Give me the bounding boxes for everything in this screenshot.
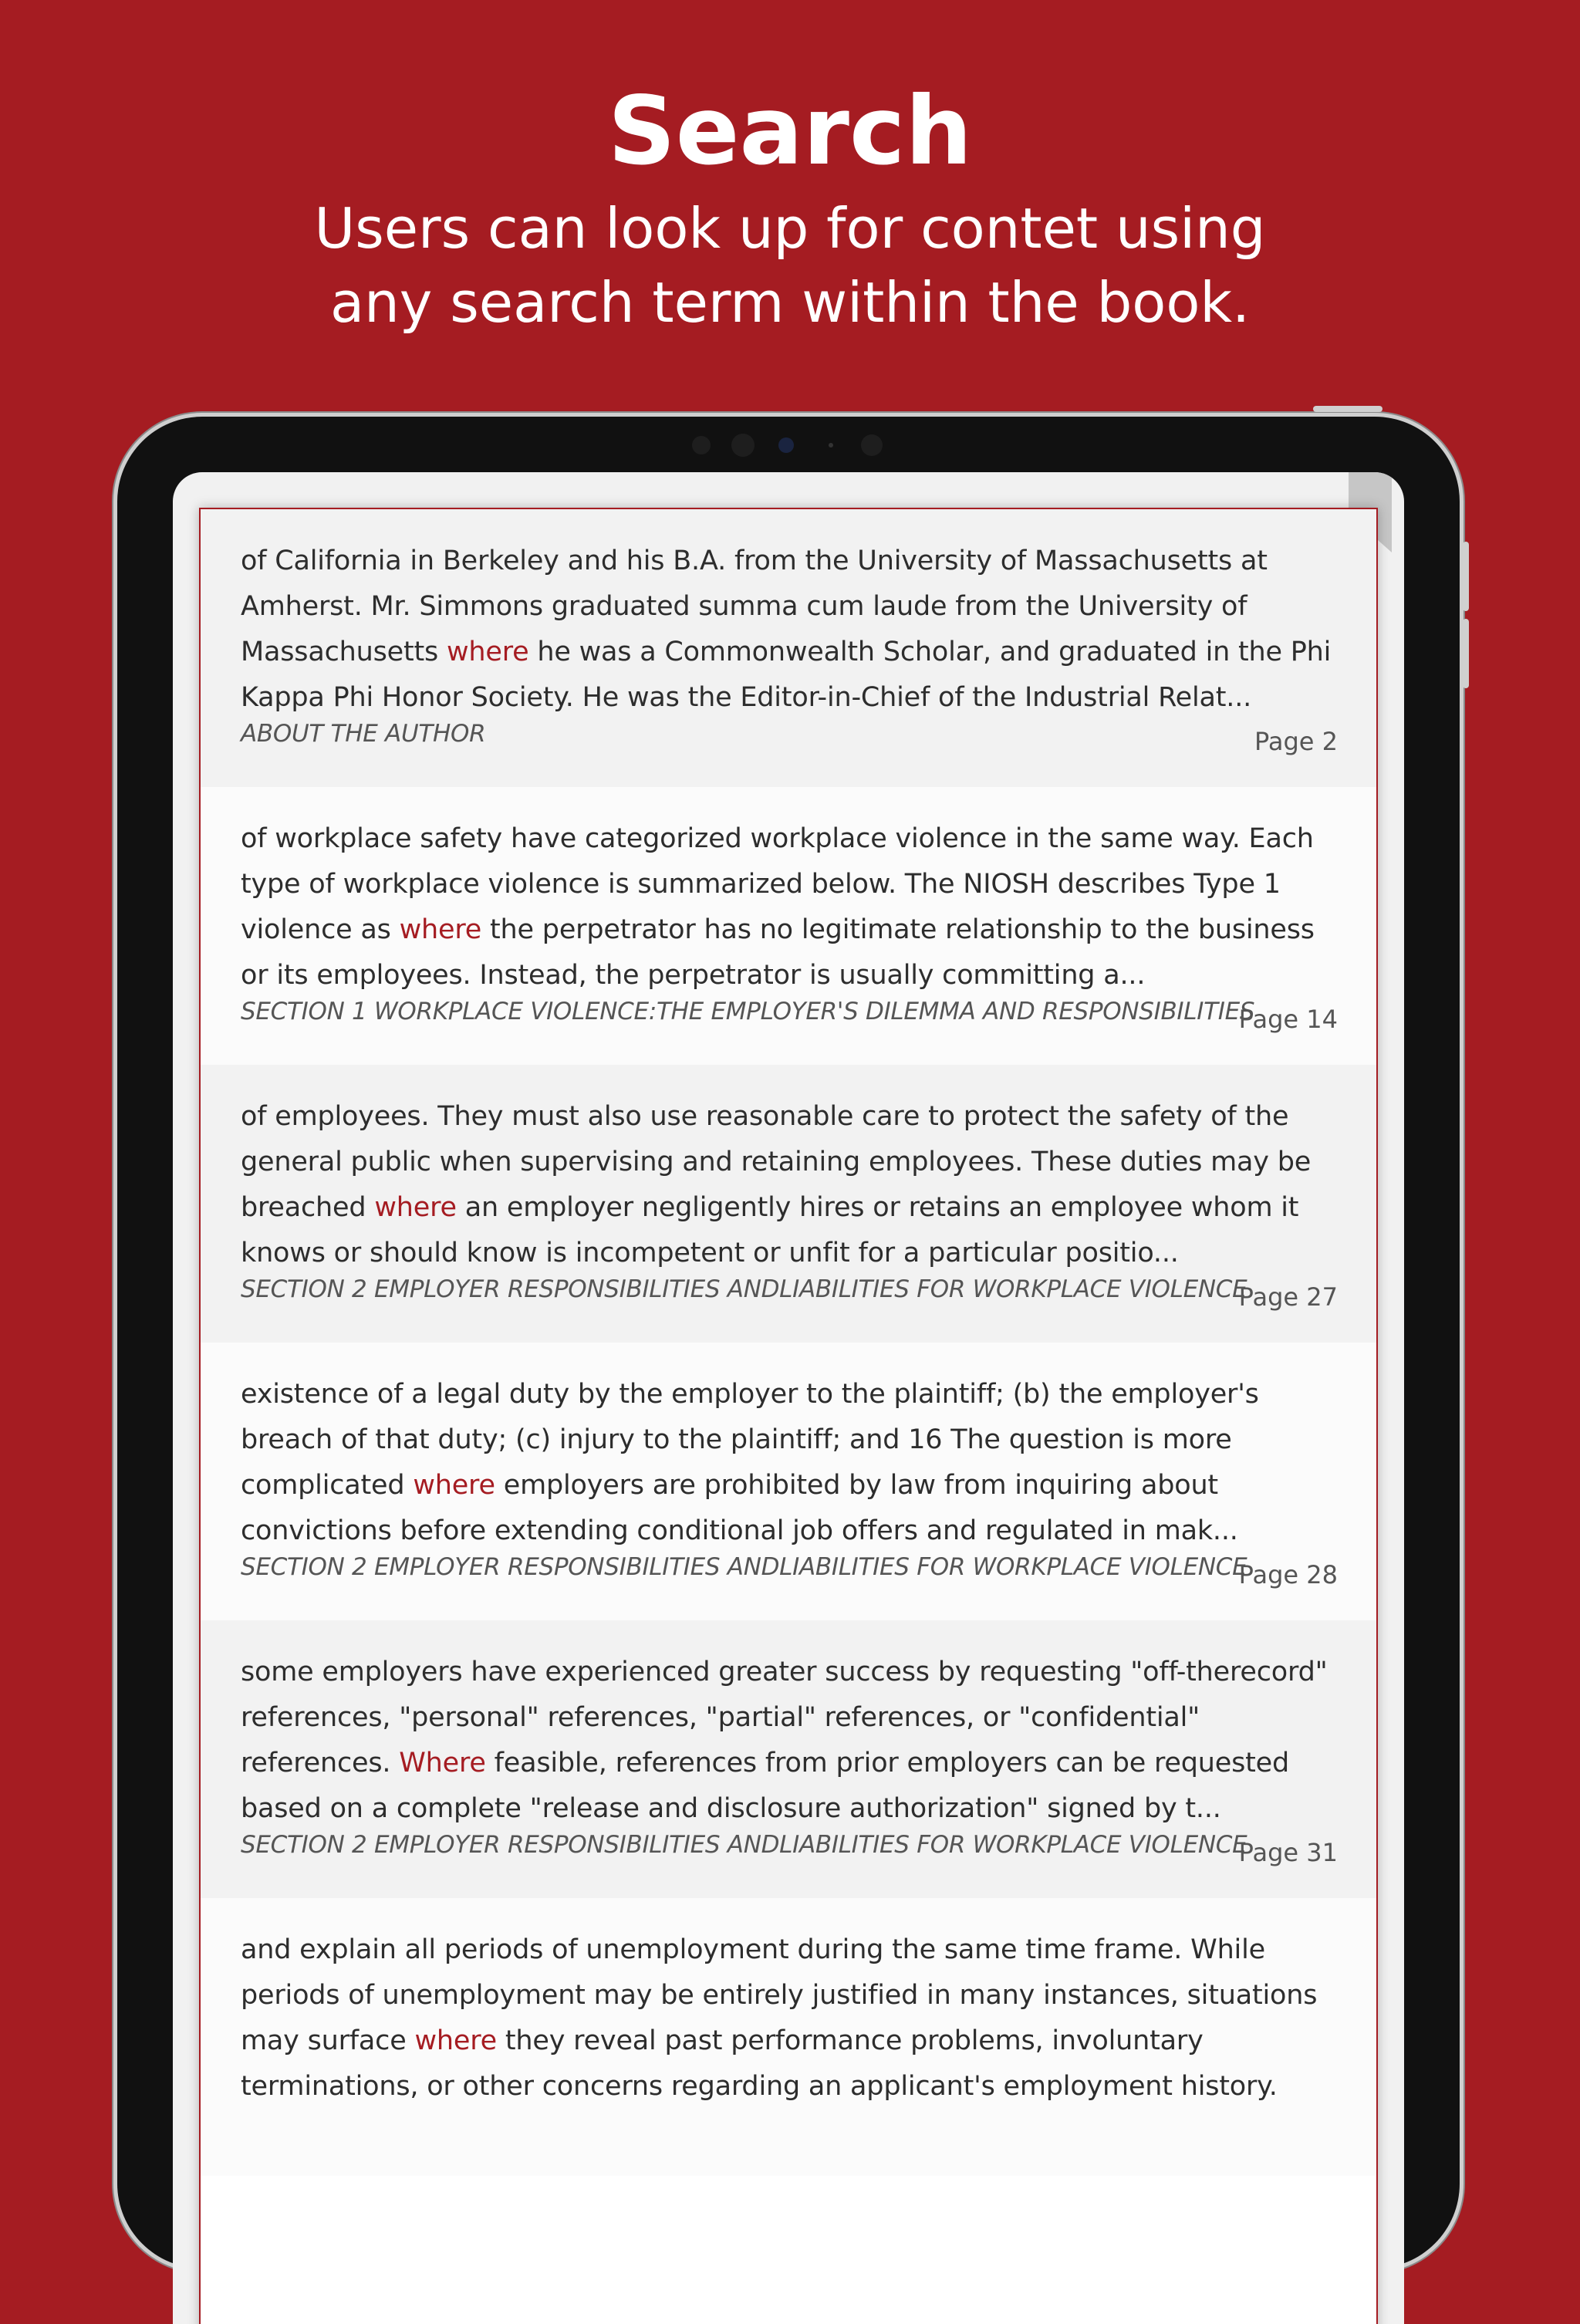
result-section: SECTION 2 EMPLOYER RESPONSIBILITIES ANDLIABILITIES FOR WORKPLACE VIOLENCE	[241, 1831, 1247, 1859]
camera-lens-icon	[778, 437, 794, 453]
search-result-item[interactable]	[201, 1898, 1376, 2176]
snippet-text: they reveal past performance problems, involuntary terminations, or other concerns regarding an applicant's employment history.	[241, 2025, 1278, 2102]
snippet-text: employers are prohibited by law from inquiring about convictions before extending conditional job offers and regulated in mak...	[241, 1470, 1238, 1546]
result-snippet	[241, 816, 1338, 998]
snippet-text: existence of a legal duty by the employer to the plaintiff; (b) the employer's breach of that duty; (c) injury to the plaintiff; and 16 The question is more complicated	[241, 1379, 1259, 1501]
snippet-text: of employees. They must also use reasonable care to protect the safety of the general public when supervising and retaining employees. These duties may be breached	[241, 1101, 1312, 1223]
result-snippet	[241, 1094, 1338, 1276]
search-match: where	[446, 637, 529, 667]
snippet-text: and explain all periods of unemployment during the same time frame. While periods of unemployment may be entirely justified in many instances, situations may surface	[241, 1934, 1318, 2056]
snippet-text: of California in Berkeley and his B.A. from the University of Massachusetts at Amherst. Mr. Simmons graduated summa cum laude from the University of Massachusetts	[241, 546, 1268, 667]
search-result-item[interactable]	[201, 787, 1376, 1065]
result-snippet	[241, 1372, 1338, 1554]
sensor-icon-2	[731, 434, 755, 457]
search-result-item[interactable]	[201, 1065, 1376, 1343]
snippet-text: of workplace safety have categorized workplace violence in the same way. Each type of workplace violence is summarized below. The NIOSH describes Type 1 violence as	[241, 823, 1314, 945]
result-page: Page 2	[1254, 727, 1338, 756]
search-results-list	[199, 508, 1378, 2324]
promo-subtitle	[0, 191, 1580, 339]
result-section: SECTION 2 EMPLOYER RESPONSIBILITIES ANDLIABILITIES FOR WORKPLACE VIOLENCE	[241, 1275, 1247, 1303]
tablet-screen	[173, 472, 1404, 2324]
search-result-item[interactable]	[201, 509, 1376, 787]
result-page: Page 28	[1238, 1560, 1338, 1589]
snippet-text: the perpetrator has no legitimate relationship to the business or its employees. Instead, the perpetrator is usually committing a...	[241, 914, 1315, 991]
result-section: SECTION 1 WORKPLACE VIOLENCE:THE EMPLOYER'S DILEMMA AND RESPONSIBILITIES	[241, 998, 1255, 1025]
result-snippet	[241, 1650, 1338, 1832]
search-match: where	[374, 1192, 457, 1223]
result-snippet	[241, 1927, 1338, 2110]
snippet-text: an employer negligently hires or retains an employee whom it knows or should know is incompetent or unfit for a particular positio...	[241, 1192, 1299, 1268]
search-match: where	[413, 1470, 495, 1501]
power-button	[1313, 406, 1382, 412]
volume-button-2	[1463, 619, 1469, 688]
result-section: SECTION 2 EMPLOYER RESPONSIBILITIES ANDLIABILITIES FOR WORKPLACE VIOLENCE	[241, 1553, 1247, 1581]
search-result-item[interactable]	[201, 1343, 1376, 1620]
snippet-text: he was a Commonwealth Scholar, and graduated in the Phi Kappa Phi Honor Society. He was the Editor-in-Chief of the Industrial Relat...	[241, 637, 1332, 713]
snippet-text: some employers have experienced greater success by requesting "off-therecord" references, "personal" references, "partial" references, or "confidential" references.	[241, 1657, 1328, 1778]
snippet-text: feasible, references from prior employers can be requested based on a complete "release and disclosure authorization" signed by t...	[241, 1748, 1289, 1824]
search-match: where	[414, 2025, 497, 2056]
result-page: Page 31	[1238, 1838, 1338, 1867]
promo-subtitle-line-1: Users can look up for contet using	[314, 196, 1266, 261]
promo-subtitle-line-2: any search term within the book.	[330, 270, 1250, 335]
search-result-item[interactable]	[201, 1620, 1376, 1898]
tablet-device	[117, 417, 1460, 2268]
volume-button	[1463, 542, 1469, 611]
sensor-icon	[692, 436, 711, 454]
search-match: where	[399, 914, 482, 945]
camera-bar	[117, 434, 1460, 457]
result-snippet	[241, 539, 1338, 721]
result-page: Page 27	[1238, 1282, 1338, 1312]
sensor-dot-icon	[829, 443, 833, 448]
result-section: ABOUT THE AUTHOR	[241, 720, 486, 748]
promo-title: Search	[607, 76, 973, 186]
search-match: Where	[399, 1748, 486, 1778]
sensor-icon-3	[861, 434, 883, 456]
result-page: Page 14	[1238, 1005, 1338, 1034]
